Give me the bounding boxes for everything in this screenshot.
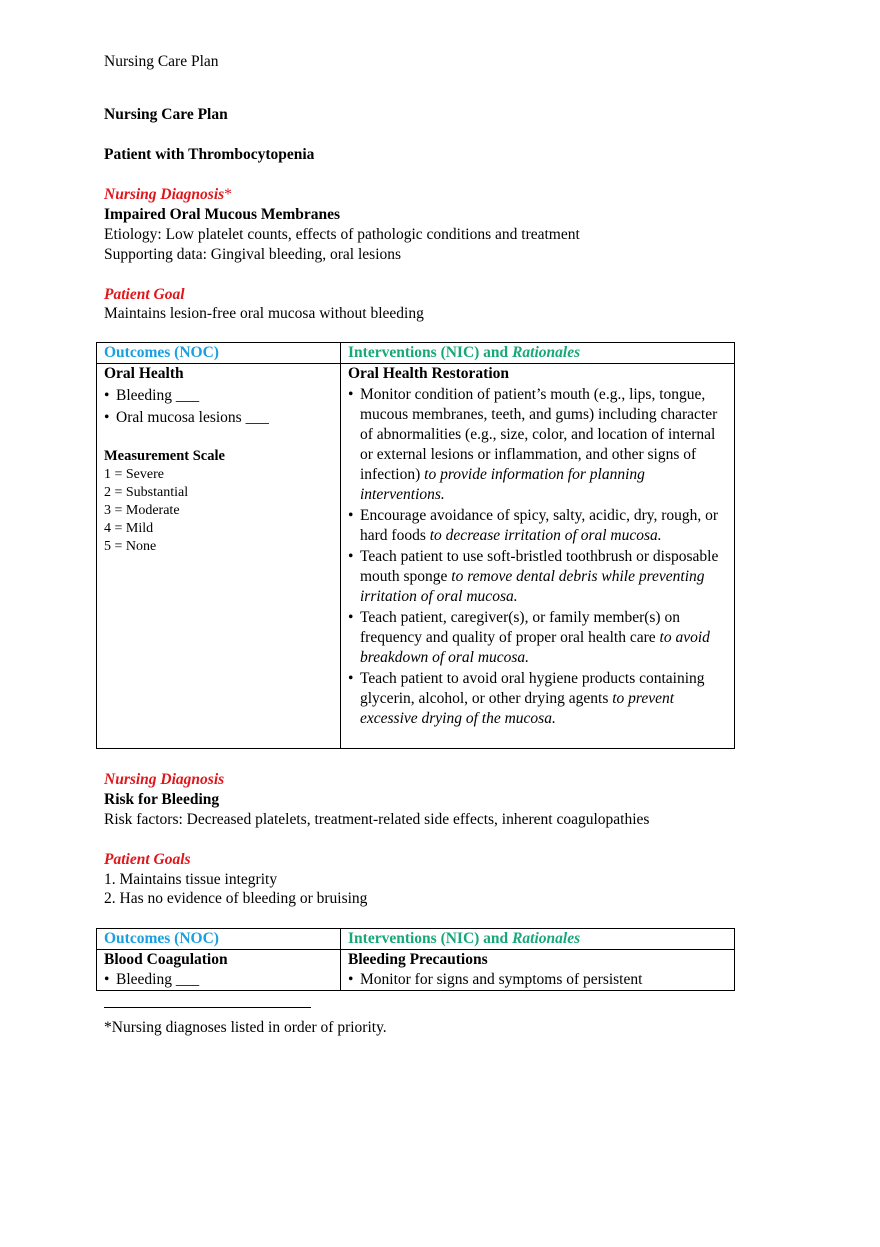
scale-item: 4 = Mild (104, 521, 154, 536)
outcomes-cell (97, 950, 341, 991)
measurement-scale-title: Measurement Scale (104, 448, 225, 464)
outcome-title: Blood Coagulation (104, 951, 228, 968)
scale-item: 5 = None (104, 539, 157, 554)
intervention-title: Bleeding Precautions (348, 951, 488, 968)
interventions-header: Interventions (NIC) and Rationales (341, 929, 735, 950)
scale-item: 3 = Moderate (104, 503, 180, 518)
document-title: Nursing Care Plan (104, 106, 228, 123)
intervention-item: • Monitor for signs and symptoms of persistent (348, 970, 728, 990)
intervention-item: • Teach patient to avoid oral hygiene products containing glycerin, alcohol, or other drying agents to prevent excessive drying of the mucosa. (348, 669, 728, 729)
outcome-item: • Oral mucosa lesions ___ (104, 408, 334, 428)
diagnosis-label-1 (104, 185, 232, 205)
outcomes-cell (97, 364, 341, 749)
footnote-separator (104, 1007, 311, 1008)
running-header: Nursing Care Plan (104, 53, 219, 70)
interventions-header: Interventions (NIC) and Rationales (341, 343, 735, 364)
outcome-item: • Bleeding ___ (104, 386, 334, 406)
intervention-item: • Teach patient, caregiver(s), or family member(s) on frequency and quality of proper oral health care to avoid breakdown of oral mucosa. (348, 608, 728, 668)
intervention-title: Oral Health Restoration (348, 365, 510, 382)
diagnosis-asterisk: * (224, 186, 232, 203)
footnote-text: *Nursing diagnoses listed in order of priority. (104, 1019, 387, 1036)
scale-item: 1 = Severe (104, 467, 164, 482)
diagnosis-label-text: Nursing Diagnosis (104, 186, 225, 203)
intervention-list (348, 970, 728, 990)
scale-item: 2 = Substantial (104, 485, 189, 500)
intervention-item: • Teach patient to use soft-bristled toothbrush or disposable mouth sponge to remove dental debris while preventing irritation of oral mucosa. (348, 547, 728, 607)
outcome-item: • Bleeding ___ (104, 970, 334, 990)
care-plan-table-2 (96, 928, 735, 991)
interventions-cell (341, 950, 735, 991)
risk-factors-text: Risk factors: Decreased platelets, treatment-related side effects, inherent coagulopathies (104, 811, 650, 828)
patient-goal-item: 2. Has no evidence of bleeding or bruising (104, 890, 368, 907)
outcome-list (104, 386, 334, 428)
patient-goal-item: 1. Maintains tissue integrity (104, 871, 278, 888)
interventions-cell (341, 364, 735, 749)
care-plan-table-1 (96, 342, 735, 749)
patient-goal-label: Patient Goal (104, 286, 185, 303)
etiology-text: Etiology: Low platelet counts, effects of pathologic conditions and treatment (104, 226, 580, 243)
outcomes-header: Outcomes (NOC) (97, 929, 341, 950)
intervention-item: • Encourage avoidance of spicy, salty, acidic, dry, rough, or hard foods to decrease irritation of oral mucosa. (348, 506, 728, 546)
diagnosis-title-2: Risk for Bleeding (104, 791, 220, 808)
supporting-data-text: Supporting data: Gingival bleeding, oral lesions (104, 246, 402, 263)
diagnosis-label-2: Nursing Diagnosis (104, 771, 225, 788)
outcome-list (104, 970, 334, 990)
outcomes-header: Outcomes (NOC) (97, 343, 341, 364)
outcome-title: Oral Health (104, 365, 184, 382)
document-subtitle: Patient with Thrombocytopenia (104, 146, 315, 163)
patient-goal-text: Maintains lesion-free oral mucosa without bleeding (104, 305, 424, 322)
intervention-item: • Monitor condition of patient’s mouth (e.g., lips, tongue, mucous membranes, teeth, and gums) including character of abnormalities (e.g., size, color, and location of internal or external lesions or inflammation, and other signs of infection) to provide information for planning interventions. (348, 385, 728, 505)
patient-goals-label: Patient Goals (104, 851, 191, 868)
intervention-list (348, 385, 728, 729)
diagnosis-title-1: Impaired Oral Mucous Membranes (104, 206, 341, 223)
